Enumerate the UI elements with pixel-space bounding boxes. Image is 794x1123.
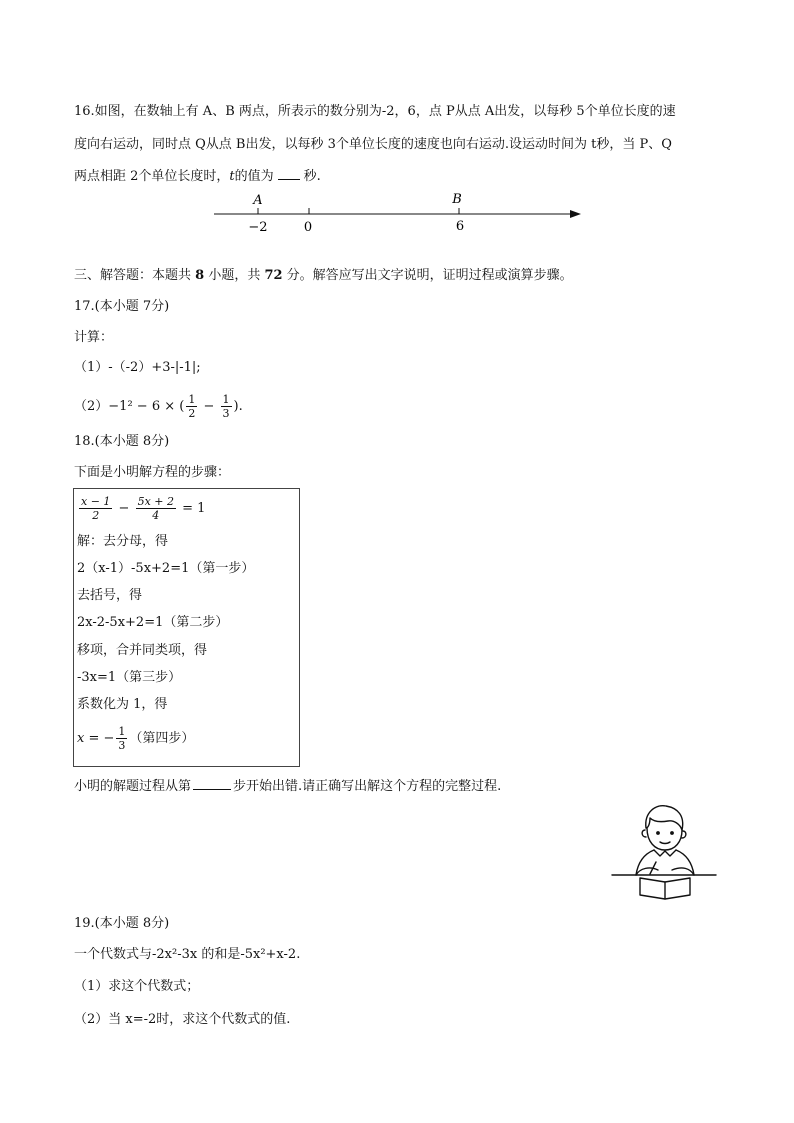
- section-3-heading: [74, 266, 573, 286]
- face-outline: [647, 828, 682, 850]
- q17-part-2: [74, 393, 243, 420]
- section-3-heading-b: 小题，共: [204, 268, 265, 283]
- mouth: [660, 842, 670, 844]
- fraction-numerator: x − 1: [81, 495, 111, 508]
- step-text-1: 解：去分母，得: [77, 534, 169, 549]
- q18-title: 18.(本小题 8分): [74, 434, 170, 449]
- q18-intro: 下面是小明解方程的步骤：: [74, 465, 231, 480]
- q19-title: 19.(本小题 8分): [74, 916, 170, 931]
- collar: [654, 850, 676, 856]
- tick-label-6: 6: [455, 219, 465, 234]
- q19-part-1: （1）求这个代数式；: [74, 979, 200, 994]
- section-3-points: 72: [264, 268, 283, 283]
- step-text-7: 系数化为 1，得: [77, 697, 168, 712]
- q17-part-2-expr-b: ).: [233, 399, 243, 414]
- step-text-6: -3x=1（第三步）: [77, 670, 182, 685]
- q16-text-1: 16.如图，在数轴上有 A、B 两点，所表示的数分别为-2，6，点 P从点 A出发，以每秒 5个单位长度的速: [74, 104, 676, 119]
- q19-part-2: （2）当 x=-2时，求这个代数式的值.: [74, 1012, 291, 1027]
- left-arm: [636, 868, 658, 875]
- q19-line-1: 一个代数式与-2x²-3x 的和是-5x²+x-2.: [74, 947, 301, 962]
- right-eye: [671, 832, 673, 834]
- q18-question-a: 小明的解题过程从第: [74, 779, 192, 794]
- fraction-x-minus-1-over-2: [79, 495, 112, 522]
- step-text-4: 2x-2-5x+2=1（第二步）: [77, 615, 229, 630]
- section-3-heading-a: 三、解答题：本题共: [74, 268, 196, 283]
- boy-studying-illustration: [610, 800, 720, 905]
- hair: [646, 806, 683, 830]
- q16-line-1: [74, 102, 676, 122]
- section-3-heading-c: 分。解答应写出文字说明，证明过程或演算步骤。: [282, 268, 573, 283]
- step-8-lhs: x = −: [77, 731, 115, 746]
- q16-line-2: [74, 135, 672, 155]
- q16-line-3: [74, 165, 321, 187]
- minus-sign: −: [199, 399, 219, 414]
- fraction-denominator: 2: [79, 508, 112, 522]
- minus-sign: −: [114, 501, 134, 516]
- q18-question: [74, 775, 501, 797]
- number-line: [200, 190, 600, 240]
- section-3-count: 8: [195, 268, 205, 283]
- q17-part-1: （1）-（-2）+3-|-1|;: [74, 360, 201, 375]
- q17-part-2-prefix: （2）: [74, 399, 109, 414]
- q18-answer-blank[interactable]: [193, 775, 231, 790]
- step-text-8: [77, 725, 194, 752]
- fraction-numerator: 5x + 2: [137, 495, 175, 508]
- q16-var-t: t: [229, 169, 235, 184]
- point-a-label: A: [253, 193, 263, 208]
- fraction-one-third: [116, 725, 127, 752]
- fraction-denominator: 3: [222, 407, 230, 420]
- arrow-right-icon: [570, 210, 581, 218]
- tick-label-minus2: −2: [248, 220, 268, 235]
- step-text-2: 2（x-1）-5x+2=1（第一步）: [77, 561, 255, 576]
- fraction-denominator: 3: [118, 739, 126, 752]
- step-text-3: 去括号，得: [77, 588, 143, 603]
- right-arm: [672, 868, 694, 875]
- q16-text-3b: 的值为: [234, 169, 274, 184]
- step-text-5: 移项，合并同类项，得: [77, 643, 208, 658]
- q17-part-2-expr-a: −1² − 6 × (: [108, 399, 185, 414]
- fraction-one-third: [221, 393, 232, 420]
- q16-text-2: 度向右运动，同时点 Q从点 B出发，以每秒 3个单位长度的速度也向右运动.设运动时间为 t秒，当 P、Q: [74, 137, 672, 152]
- q17-intro: 计算：: [74, 330, 114, 345]
- equation-rhs: = 1: [178, 501, 206, 516]
- fraction-5x-plus-2-over-4: [136, 495, 176, 522]
- q16-text-3a: 两点相距 2个单位长度时，: [74, 169, 230, 184]
- fraction-numerator: 1: [222, 393, 230, 406]
- point-b-label: B: [452, 192, 462, 207]
- q17-title: 17.(本小题 7分): [74, 299, 170, 314]
- fraction-one-half: [186, 393, 197, 420]
- fraction-numerator: 1: [118, 725, 126, 738]
- equation-line: [77, 495, 205, 522]
- q16-text-3c: 秒.: [303, 169, 321, 184]
- fraction-numerator: 1: [188, 393, 196, 406]
- left-ear: [642, 830, 646, 837]
- fraction-denominator: 4: [136, 508, 176, 522]
- step-8-label: （第四步）: [129, 731, 195, 746]
- q16-answer-blank[interactable]: [278, 165, 300, 180]
- xiaoming-solution-box: [73, 488, 300, 767]
- fraction-denominator: 2: [188, 407, 196, 420]
- tick-label-0: 0: [303, 220, 313, 235]
- q18-question-b: 步开始出错.请正确写出解这个方程的完整过程.: [233, 779, 502, 794]
- left-eye: [657, 832, 659, 834]
